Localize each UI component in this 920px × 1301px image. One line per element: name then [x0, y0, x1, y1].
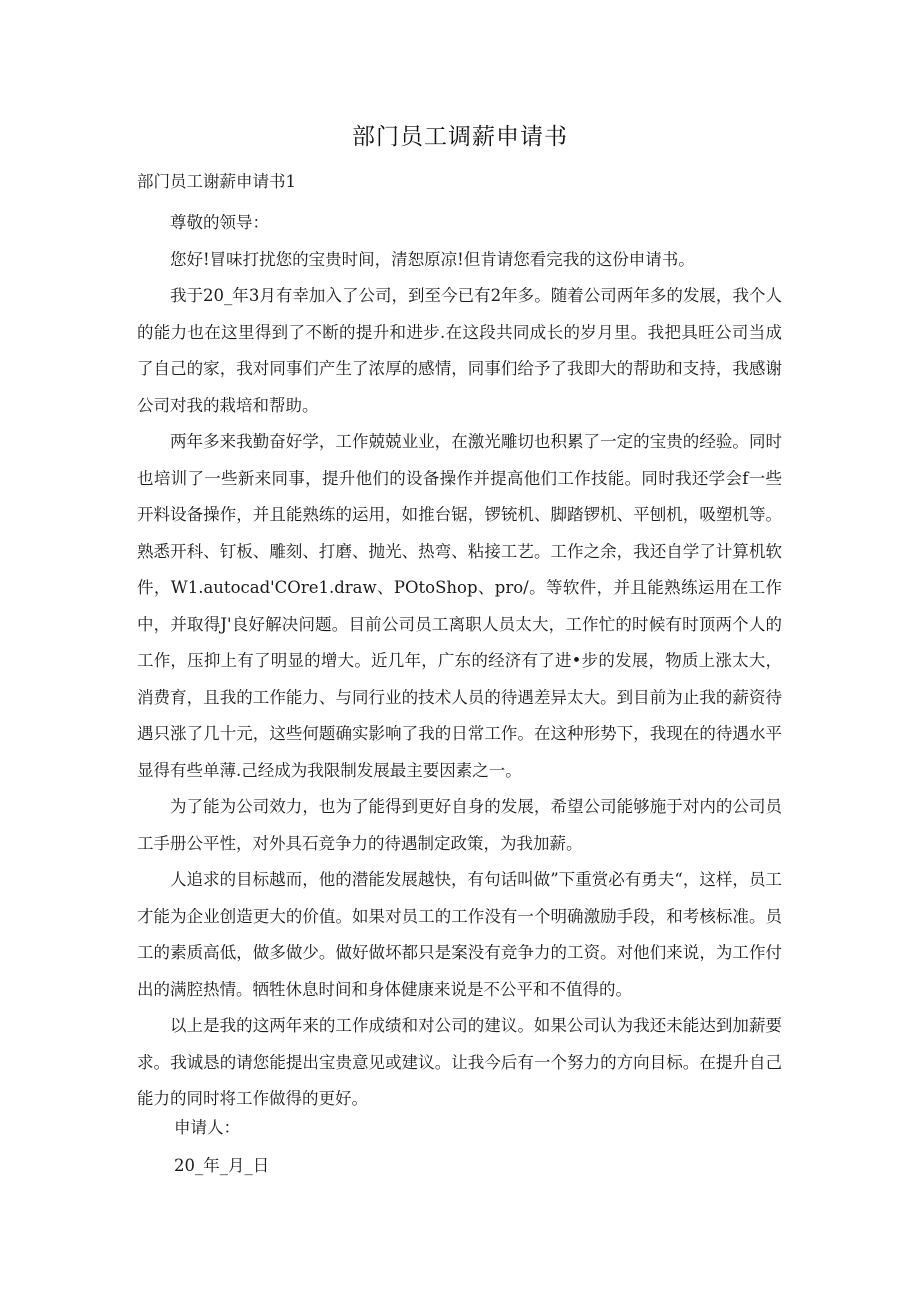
paragraph-3: 两年多来我勤奋好学，工作兢兢业业，在激光雕切也积累了一定的宝贵的经验。同时也培训了一些新来同事，提升他们的设备操作并提高他们工作技能。同时我还学会f一些开料设备操作，并且能熟练的运用，如推台锯，锣铳机、脚踏锣机、平刨机，吸塑机等。熟悉开科、钉板、雕刻、打磨、抛光、热弯、粘接工艺。工作之余，我还自学了计算机软件，W1.autocad'COre1.draw、POtoShop、pro/。等软件，并且能熟练运用在工作中，并取得J'良好解决问题。目前公司员工离职人员太大，工作忙的时候有时顶两个人的工作，压抑上有了明显的增大。近几年，广东的经济有了进•步的发展，物质上涨太大，消费育，且我的工作能力、与同行业的技术人员的待遇差异太大。到目前为止我的薪资待遇只涨了几十元，这些何题确实影响了我的日常工作。在这种形势下，我现在的待遇水平显得有些单薄.己经成为我限制发展最主要因素之一。: [137, 432, 782, 780]
date-line: 20_年_月_日: [174, 1156, 270, 1175]
paragraph-1: 您好!冒味打扰您的宝贵时间，清恕原凉!但肯请您看完我的这份申请书。: [170, 249, 695, 269]
paragraph-2: 我于20_年3月有幸加入了公司，到至今已有2年多。随着公司两年多的发展，我个人的能力也在这里得到了不断的提升和进步.在这段共同成长的岁月里。我把具旺公司当成了自己的家，我对同事们产生了浓厚的感情，同事们给予了我即大的帮助和支持，我感谢公司对我的栽培和帮助。: [137, 286, 782, 415]
letter-body: [137, 205, 782, 1118]
paragraph-5: 人追求的目标越而，他的潜能发展越快，有句话叫做”下重赏必有勇夫“，这样，员工才能为企业创造更大的价值。如果对员工的工作没有一个明确激励手段，和考核标准。员工的素质高低，做多做少。做好做坏都只是案没有竞争力的工资。对他们来说，为工作付出的满腔热情。牺牲休息时间和身体健康来说是不公平和不值得的。: [137, 870, 782, 999]
paragraph-6: 以上是我的这两年来的工作成绩和对公司的建议。如果公司认为我还未能达到加薪要求。我诚恳的请您能提出宝贵意见或建议。让我今后有一个努力的方向目标。在提升自己能力的同时将工作做得的更好。: [137, 1016, 782, 1108]
paragraph-4: 为了能为公司效力，也为了能得到更好自身的发展，希望公司能够施于对内的公司员工手册公平性，对外具石竞争力的待遇制定政策，为我加薪。: [137, 797, 782, 853]
greeting: 尊敬的领导：: [170, 213, 269, 232]
document-subtitle: 部门员工谢薪申请书1: [137, 172, 296, 191]
document-title: 部门员工调薪申请书: [352, 124, 568, 150]
applicant-label: 申请人：: [174, 1118, 240, 1137]
